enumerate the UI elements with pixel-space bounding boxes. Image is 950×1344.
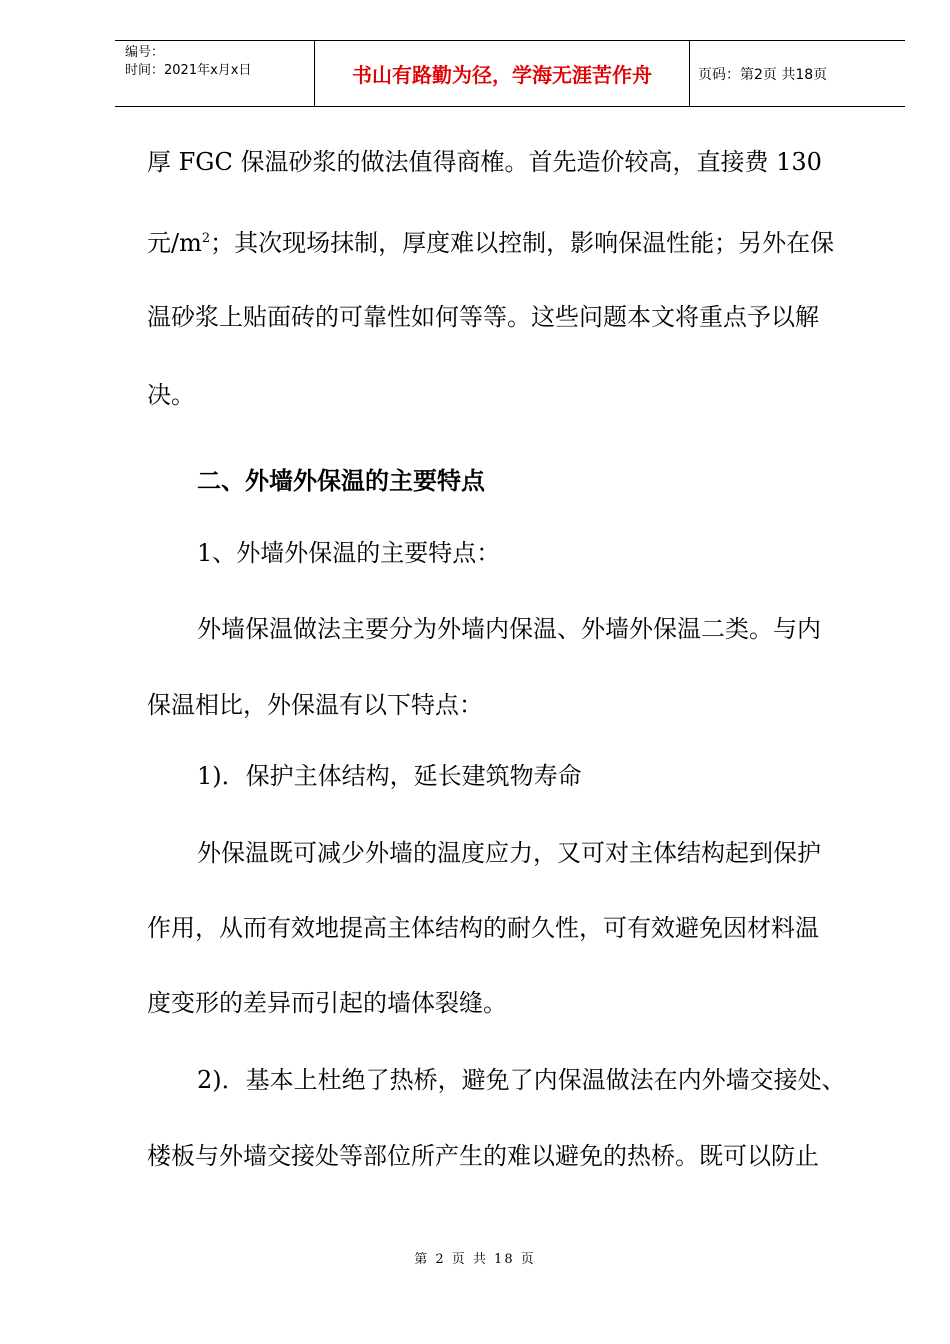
body-line-12: 度变形的差异而引起的墙体裂缝。 bbox=[147, 989, 507, 1017]
body-line-2-text: ；其次现场抹制，厚度难以控制，影响保温性能；另外在保 bbox=[210, 229, 835, 257]
number-label: 编号： bbox=[125, 45, 165, 60]
header-meta bbox=[115, 41, 315, 106]
body-line-11: 作用，从而有效地提高主体结构的耐久性，可有效避免因材料温 bbox=[147, 914, 819, 942]
time-label: 时间：2021年x月x日 bbox=[125, 63, 252, 78]
body-line-10: 外保温既可减少外墙的温度应力，又可对主体结构起到保护 bbox=[197, 839, 821, 867]
body-line-8: 保温相比，外保温有以下特点： bbox=[147, 691, 483, 719]
unit-prefix: 元/m bbox=[147, 229, 202, 257]
page-footer: 第 2 页 共 18 页 bbox=[414, 1252, 536, 1267]
body-line-7: 外墙保温做法主要分为外墙内保温、外墙外保温二类。与内 bbox=[197, 615, 821, 643]
body-line-4: 决。 bbox=[147, 381, 195, 409]
body-line-1: 厚 FGC 保温砂浆的做法值得商榷。首先造价较高，直接费 130 bbox=[147, 148, 822, 176]
section-heading: 二、外墙外保温的主要特点 bbox=[197, 466, 485, 495]
header-page-info: 页码：第2页 共18页 bbox=[698, 66, 828, 83]
item-1-heading: 1)．保护主体结构，延长建筑物寿命 bbox=[197, 762, 582, 790]
unit-superscript: 2 bbox=[201, 231, 211, 246]
item-2-heading: 2)．基本上杜绝了热桥，避免了内保温做法在内外墙交接处、 bbox=[197, 1066, 846, 1094]
body-line-14: 楼板与外墙交接处等部位所产生的难以避免的热桥。既可以防止 bbox=[147, 1142, 819, 1170]
header-motto: 书山有路勤为径，学海无涯苦作舟 bbox=[315, 41, 690, 106]
page-header bbox=[115, 40, 905, 107]
subsection-heading: 1、外墙外保温的主要特点： bbox=[197, 539, 501, 567]
body-line-3: 温砂浆上贴面砖的可靠性如何等等。这些问题本文将重点予以解 bbox=[147, 303, 819, 331]
body-line-2 bbox=[147, 224, 834, 258]
